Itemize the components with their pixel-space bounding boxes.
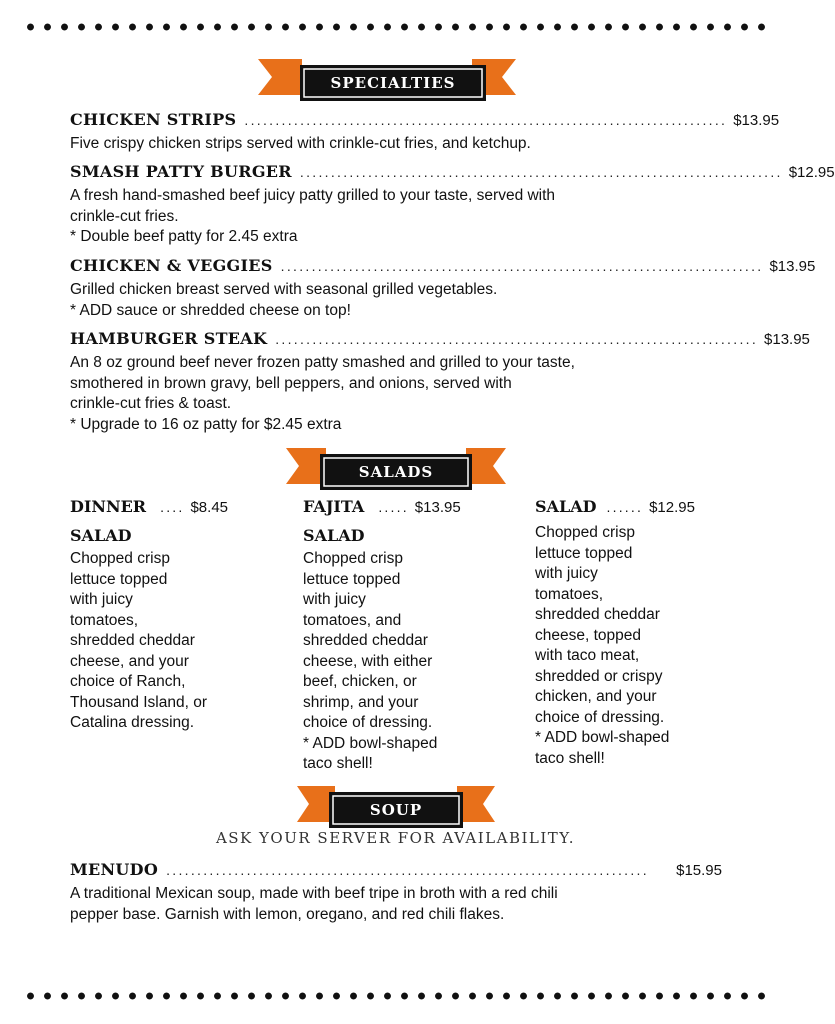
menu-item-hamburger-steak [70, 329, 810, 435]
dot-leader: ..... [378, 499, 409, 515]
top-dotted-border [22, 23, 770, 31]
item-description: An 8 oz ground beef never frozen patty smashed and grilled to your taste, smothered in brown gravy, bell peppers, and onions, served with crinkle-cut fries & toast. * Upgrade to 16 oz patty for $2.45 extra [70, 354, 575, 433]
item-name: SMASH PATTY BURGER [70, 162, 292, 181]
item-name: MENUDO [70, 860, 159, 879]
item-name: DINNER [70, 497, 147, 516]
dot-leader: ...... [606, 499, 644, 515]
menu-item-chicken-veggies [70, 256, 816, 321]
salads-banner [286, 446, 506, 492]
salad-fajita [303, 497, 503, 775]
item-name: FAJITA [303, 497, 365, 516]
item-price: $13.95 [769, 258, 816, 275]
dot-leader: .............................................................................. [275, 331, 759, 347]
item-price: $13.95 [414, 499, 461, 516]
item-name: SALAD [535, 497, 597, 516]
dot-leader: .............................................................................. [166, 862, 649, 878]
salad-dinner [70, 497, 270, 734]
item-name: CHICKEN STRIPS [70, 110, 237, 129]
item-description: Chopped crisp lettuce topped with juicy tomatoes, shredded cheddar cheese, topped with taco meat, shredded or crispy chicken, and your choice of dressing. * ADD bowl-shaped taco shell! [535, 524, 670, 767]
soup-availability-note: ASK YOUR SERVER FOR AVAILABILITY. [215, 829, 576, 847]
menu-item-menudo [70, 860, 722, 925]
item-description: A traditional Mexican soup, made with beef tripe in broth with a red chili pepper base. Garnish with lemon, oregano, and red chili flakes. [70, 885, 558, 923]
dot-leader: .... [160, 499, 185, 515]
dot-leader: .............................................................................. [280, 258, 764, 274]
soup-banner-label: SOUP [369, 801, 423, 819]
item-description: Five crispy chicken strips served with crinkle-cut fries, and ketchup. [70, 135, 531, 152]
soup-banner [297, 784, 495, 830]
item-price: $8.45 [190, 499, 229, 516]
salads-banner-label: SALADS [358, 463, 434, 481]
dot-leader: .............................................................................. [299, 164, 783, 180]
item-price: $13.95 [733, 112, 780, 129]
menu-item-smash-patty-burger [70, 162, 835, 248]
item-price: $12.95 [788, 164, 835, 181]
item-price: $15.95 [676, 862, 722, 879]
dot-leader: .............................................................................. [244, 112, 728, 128]
specialties-banner [258, 57, 516, 103]
item-name: HAMBURGER STEAK [70, 329, 268, 348]
item-name: CHICKEN & VEGGIES [70, 256, 273, 275]
item-description: A fresh hand-smashed beef juicy patty grilled to your taste, served with crinkle-cut fries. * Double beef patty for 2.45 extra [70, 187, 556, 245]
salad-taco [535, 497, 735, 769]
item-name-line-2: SALAD [303, 526, 365, 545]
item-description: Chopped crisp lettuce topped with juicy tomatoes, and shredded cheddar cheese, with either beef, chicken, or shrimp, and your choice of dressing. * ADD bowl-shaped taco shell! [303, 550, 438, 772]
menu-item-chicken-strips [70, 110, 780, 155]
item-description: Chopped crisp lettuce topped with juicy tomatoes, shredded cheddar cheese, and your choice of Ranch, Thousand Island, or Catalina dressing. [70, 550, 208, 731]
bottom-dotted-border [22, 992, 770, 1000]
item-name-line-2: SALAD [70, 526, 132, 545]
specialties-banner-label: SPECIALTIES [330, 74, 456, 92]
item-price: $12.95 [649, 499, 695, 516]
item-price: $13.95 [764, 331, 810, 348]
item-description: Grilled chicken breast served with seasonal grilled vegetables. * ADD sauce or shredded cheese on top! [70, 281, 498, 319]
